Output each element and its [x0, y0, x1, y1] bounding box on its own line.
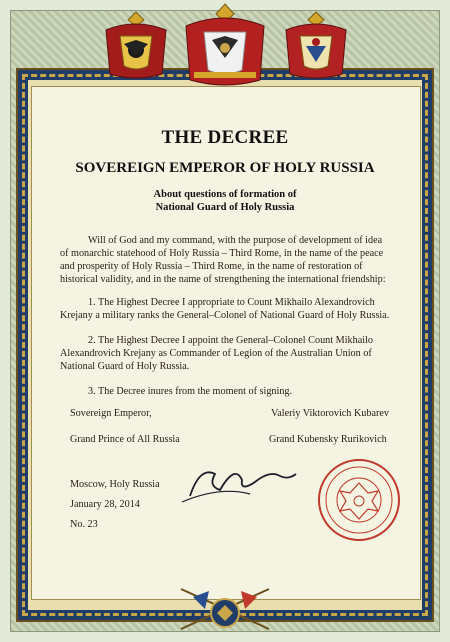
seal-stamp-icon — [316, 457, 402, 548]
about-line-2: National Guard of Holy Russia — [155, 202, 295, 213]
decree-number: No. 23 — [70, 519, 98, 530]
coat-of-arms-icon — [278, 8, 354, 84]
crossed-weapons-emblem-icon — [175, 583, 275, 640]
decree-subtitle: SOVEREIGN EMPEROR OF HOLY RUSSIA — [75, 160, 375, 176]
decree-about — [0, 188, 450, 214]
signatory-name-2: Grand Kubensky Rurikovich — [269, 434, 387, 445]
clause-1: 1. The Highest Decree I appropriate to Count Mikhailo Alexandrovich Krejany a military ranks the General–Colonel of National Guard of Holy Russia. — [60, 297, 390, 321]
coat-of-arms-icon — [98, 8, 174, 84]
signature-icon — [180, 456, 300, 511]
decree-date: January 28, 2014 — [70, 499, 140, 510]
signatory-title-2: Grand Prince of All Russia — [70, 434, 180, 445]
clause-3: 3. The Decree inures from the moment of signing. — [88, 386, 293, 397]
clause-2: 2. The Highest Decree I appoint the General–Colonel Count Mikhailo Alexandrovich Krejany as Commander of Legion of the Australian Union of National Guard of Holy Russia. — [60, 335, 373, 372]
decree-place: Moscow, Holy Russia — [70, 479, 160, 490]
about-line-1: About questions of formation of — [153, 189, 297, 200]
signatory-name: Valeriy Viktorovich Kubarev — [271, 408, 390, 419]
coat-of-arms-icon — [180, 2, 270, 90]
intro-paragraph: Will of God and my command, with the purpose of development of idea of monarchic statehood of Holy Russia – Third Rome, in the name of the peace and prosperity of Holy Russia – Third Rome, in the name of restoration of historical validity, and in the name of strengthening the international friendship: — [60, 235, 386, 285]
decree-title: THE DECREE — [161, 127, 289, 148]
signatory-title: Sovereign Emperor, — [70, 408, 152, 419]
